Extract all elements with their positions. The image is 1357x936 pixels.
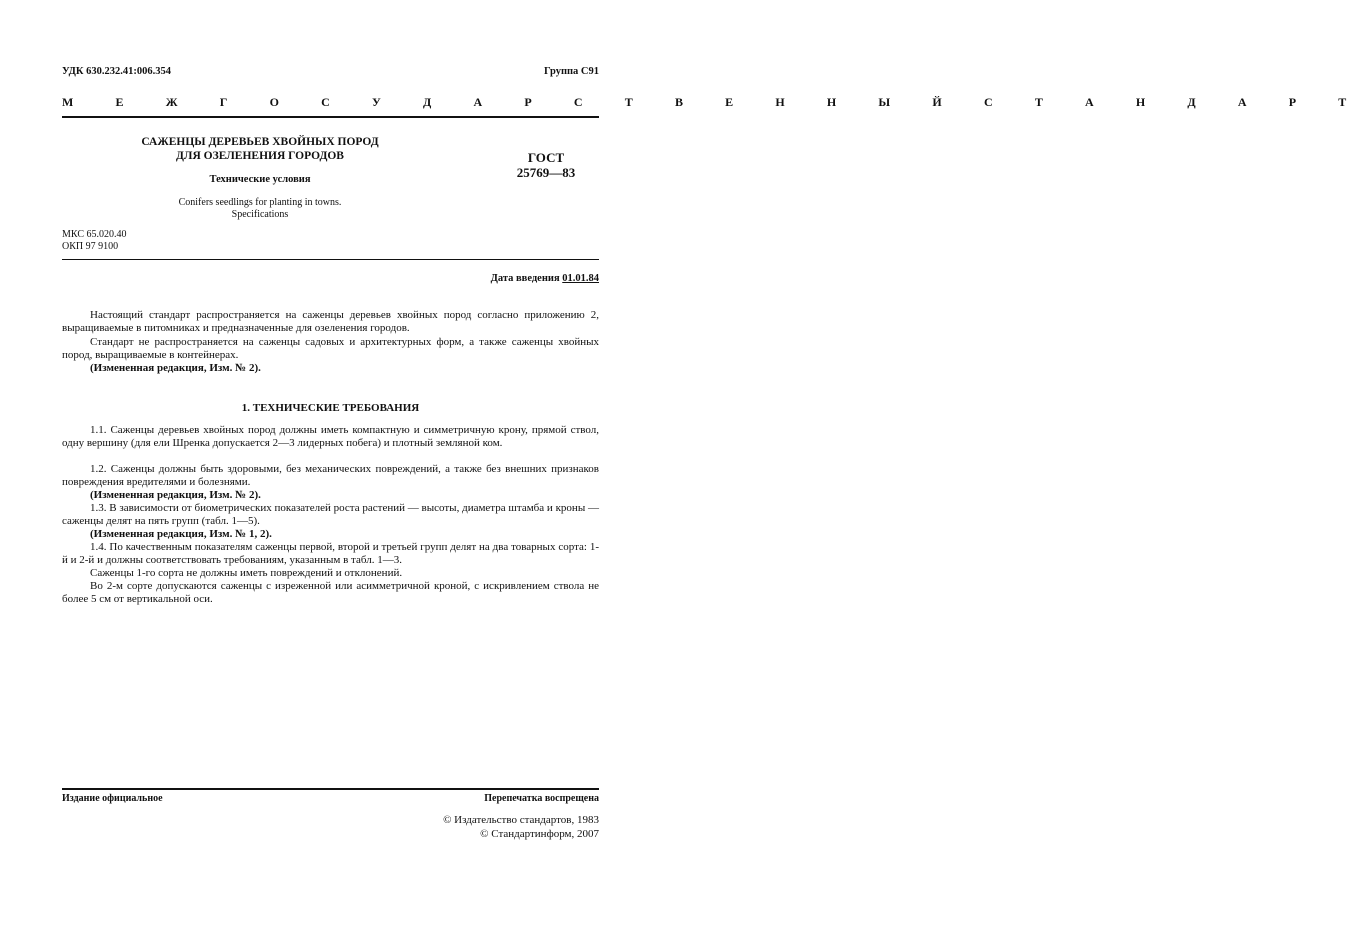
- okp-code: ОКП 97 9100: [62, 240, 119, 252]
- document-title: [62, 135, 458, 163]
- mks-code: МКС 65.020.40: [62, 229, 127, 240]
- document-subtitle: Технические условия: [209, 174, 311, 185]
- classification-codes: [62, 229, 126, 252]
- reprint-prohibited: Перепечатка воспрещена: [484, 793, 599, 804]
- footer-rule: [62, 788, 599, 790]
- english-title: [62, 197, 458, 221]
- clause-1-4: 1.4. По качественным показателям саженцы первой, второй и третьей групп делят на два товарных сорта: 1-й и 2-й и должны соответствовать требованиям, указанным в табл. 1—3.: [62, 541, 599, 567]
- title-line-2: ДЛЯ ОЗЕЛЕНЕНИЯ ГОРОДОВ: [176, 150, 344, 162]
- intro-amendment-note: (Измененная редакция, Изм. № 2).: [90, 362, 261, 374]
- gost-number: 25769—83: [516, 165, 576, 180]
- gost-label: ГОСТ: [527, 150, 565, 165]
- copyright-2: © Стандартинформ, 2007: [480, 827, 599, 840]
- title-rule: [62, 259, 599, 260]
- clause-1-4-second-grade: Во 2-м сорте допускаются саженцы с изреженной или асимметричной кроной, с искривлением ствола не более 5 см от вертикальной оси.: [62, 580, 599, 606]
- header-rule: [62, 116, 599, 118]
- official-edition: Издание официальное: [62, 793, 163, 804]
- clause-1-2-amendment: (Измененная редакция, Изм. № 2).: [90, 489, 261, 501]
- section-1-heading: 1. ТЕХНИЧЕСКИЕ ТРЕБОВАНИЯ: [241, 402, 420, 414]
- udk-code: УДК 630.232.41:006.354: [62, 66, 171, 77]
- effective-date-value: 01.01.84: [562, 273, 599, 284]
- group-code: Группа С91: [543, 66, 599, 77]
- english-title-line-2: Specifications: [231, 209, 289, 220]
- effective-date-label: Дата введения: [490, 273, 560, 284]
- standard-banner: М Е Ж Г О С У Д А Р С Т В Е Н Н Ы Й С Т А Н Д А Р Т: [62, 95, 1357, 109]
- intro-paragraph-1: Настоящий стандарт распространяется на саженцы деревьев хвойных пород согласно приложению 2, выращиваемые в питомниках и предназначенные для озеленения городов.: [62, 309, 599, 335]
- clause-1-3-amendment: (Измененная редакция, Изм. № 1, 2).: [90, 528, 272, 540]
- gost-designation: [486, 150, 606, 180]
- copyright-block: [443, 814, 599, 841]
- clause-1-2: 1.2. Саженцы должны быть здоровыми, без механических повреждений, а также без внешних признаков повреждения вредителями и болезнями.: [62, 463, 599, 489]
- clause-1-4-first-grade: Саженцы 1-го сорта не должны иметь повреждений и отклонений.: [90, 567, 403, 579]
- effective-date: [491, 273, 599, 284]
- clause-1-1: 1.1. Саженцы деревьев хвойных пород должны иметь компактную и симметричную крону, прямой ствол, одну вершину (для ели Шренка допускается 2—3 лидерных побега) и плотный земляной ком.: [62, 424, 599, 450]
- copyright-1: © Издательство стандартов, 1983: [443, 814, 599, 826]
- english-title-line-1: Conifers seedlings for planting in towns.: [178, 197, 342, 208]
- title-line-1: САЖЕНЦЫ ДЕРЕВЬЕВ ХВОЙНЫХ ПОРОД: [141, 136, 379, 148]
- intro-paragraph-2: Стандарт не распространяется на саженцы садовых и архитектурных форм, а также саженцы хвойных пород, выращиваемые в контейнерах.: [62, 336, 599, 362]
- clause-1-3: 1.3. В зависимости от биометрических показателей роста растений — высоты, диаметра штамба и кроны — саженцы делят на пять групп (табл. 1—5).: [62, 502, 599, 528]
